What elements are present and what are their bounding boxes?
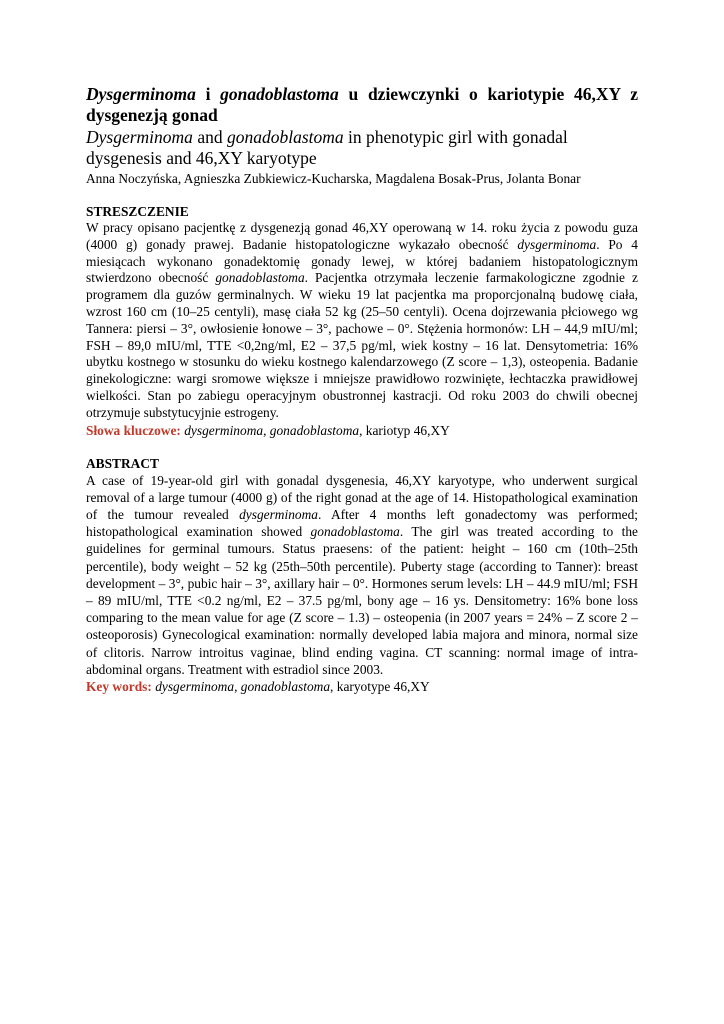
keyword-pl-1: dysgerminoma [184, 422, 264, 438]
keyword-pl-2: gonadoblastoma [269, 422, 360, 438]
keyword-en-sep: , [234, 679, 241, 694]
abstract-heading: ABSTRACT [86, 455, 159, 471]
keywords-label-pl: Słowa kluczowe: [86, 422, 181, 438]
abstract-text-3: . The girl was treated according to the guidelines for germinal tumours. Status praesens: of the patient: height – 160 cm (10th–25th percentile), body weight – 52 kg (25th–50th percentile). Puberty stage (according to Tanner): breast development – 3°, pubic hair – 3°, axillary hair – 0°. Hormones serum levels: LH – 44.9 mIU/ml; FSH – 89 mIU/ml, TTE <0.2 ng/ml, E2 – 37.5 pg/ml, bony age – 16 ys. Densitometry: 16% bone loss comparing to the mean value for age (Z score – 1.3) – osteopenia (in 2007 years = 24% – Z score 2 – osteoporosis) Gynecological examination: normally developed labia majora and minora, normal size of clitoris. Narrow introitus vaginae, blind ending vagina. CT scanning: normal image of intra-abdominal organs. Treatment with estradiol since 2003. [86, 524, 638, 677]
streszczenie-text-1: W pracy opisano pacjentkę z dysgenezją gonad 46,XY operowaną w 14. roku życia z powodu guza (4000 g) gonady prawej. Badanie histopatologiczne wykazało obecność [86, 220, 638, 252]
streszczenie-heading: STRESZCZENIE [86, 204, 189, 219]
abstract-body [86, 472, 638, 678]
streszczenie-text-3: . Pacjentka otrzymała leczenie farmakologiczne zgodnie z programem dla guzów germinalnych. W wieku 19 lat pacjentka ma proporcjonalną budowę ciała, wzrost 160 cm (10–25 centyli), masę ciała 52 kg (25–50 centyli). Ocena dojrzewania płciowego wg Tannera: piersi – 3°, owłosienie łonowe – 3°, pachowe – 0°. Stężenia hormonów: LH – 44,9 mIU/ml; FSH – 89,0 mIU/ml, TTE <0,2ng/ml, E2 – 37,5 pg/ml, wiek kostny – 16 lat. Densytometria: 16% ubytku kostnego w stosunku do wieku kostnego kalendarzowego (Z score – 1,3), osteopenia. Badanie ginekologiczne: wargi sromowe większe i mniejsze prawidłowo rozwinięte, łechtaczka prawidłowej wielkości. Stan po zabiegu operacyjnym obustronnej kastracji. Od roku 2003 do chwili obecnej otrzymuje substytucyjnie estrogeny. [86, 270, 638, 420]
author-list: Anna Noczyńska, Agnieszka Zubkiewicz-Kucharska, Magdalena Bosak-Prus, Jolanta Bonar [86, 171, 581, 186]
abstract-text-2: . After 4 months left gonadectomy was performed; histopathological examination showed [86, 506, 638, 540]
title-en-term-1: Dysgerminoma [86, 127, 193, 147]
title-en-conj: and [192, 127, 227, 147]
title-en-rest: in phenotypic girl with gonadal dysgenesis and 46,XY karyotype [86, 127, 568, 168]
title-pl-term-1: Dysgerminoma [86, 84, 196, 104]
title-polish [86, 84, 638, 126]
abstract-term-1: dysgerminoma [239, 506, 318, 522]
keyword-pl-sep: , [263, 422, 270, 438]
streszczenie-term-1: dysgerminoma [517, 236, 597, 252]
title-english [86, 127, 638, 169]
title-pl-rest: u dziewczynki o kariotypie 46,XY z dysgenezją gonad [86, 84, 638, 125]
title-pl-conj: i [195, 84, 221, 104]
keywords-label-en: Key words: [86, 679, 152, 694]
abstract-term-2: gonadoblastoma [310, 524, 400, 540]
keyword-en-1: dysgerminoma [155, 679, 235, 694]
keyword-pl-rest: , kariotyp 46,XY [359, 422, 450, 438]
keyword-en-rest: , karyotype 46,XY [330, 679, 430, 694]
title-en-term-2: gonadoblastoma [226, 127, 344, 147]
abstract-text-1: A case of 19-year-old girl with gonadal dysgenesia, 46,XY karyotype, who underwent surgical removal of a large tumour (4000 g) of the right gonad at the age of 14. Histopathological examination of the tumour revealed [86, 472, 638, 522]
streszczenie-keywords [86, 422, 638, 439]
title-pl-term-2: gonadoblastoma [220, 84, 339, 104]
streszczenie-body [86, 220, 638, 422]
article-header-and-abstracts [86, 84, 638, 695]
streszczenie-text-2: . Po 4 miesiącach wykonano gonadektomię gonady lewej, w której badaniem histopatologicznym stwierdzono obecność [86, 236, 638, 286]
keyword-en-2: gonadoblastoma [240, 679, 331, 694]
abstract-keywords [86, 678, 638, 695]
streszczenie-term-2: gonadoblastoma [215, 270, 305, 286]
